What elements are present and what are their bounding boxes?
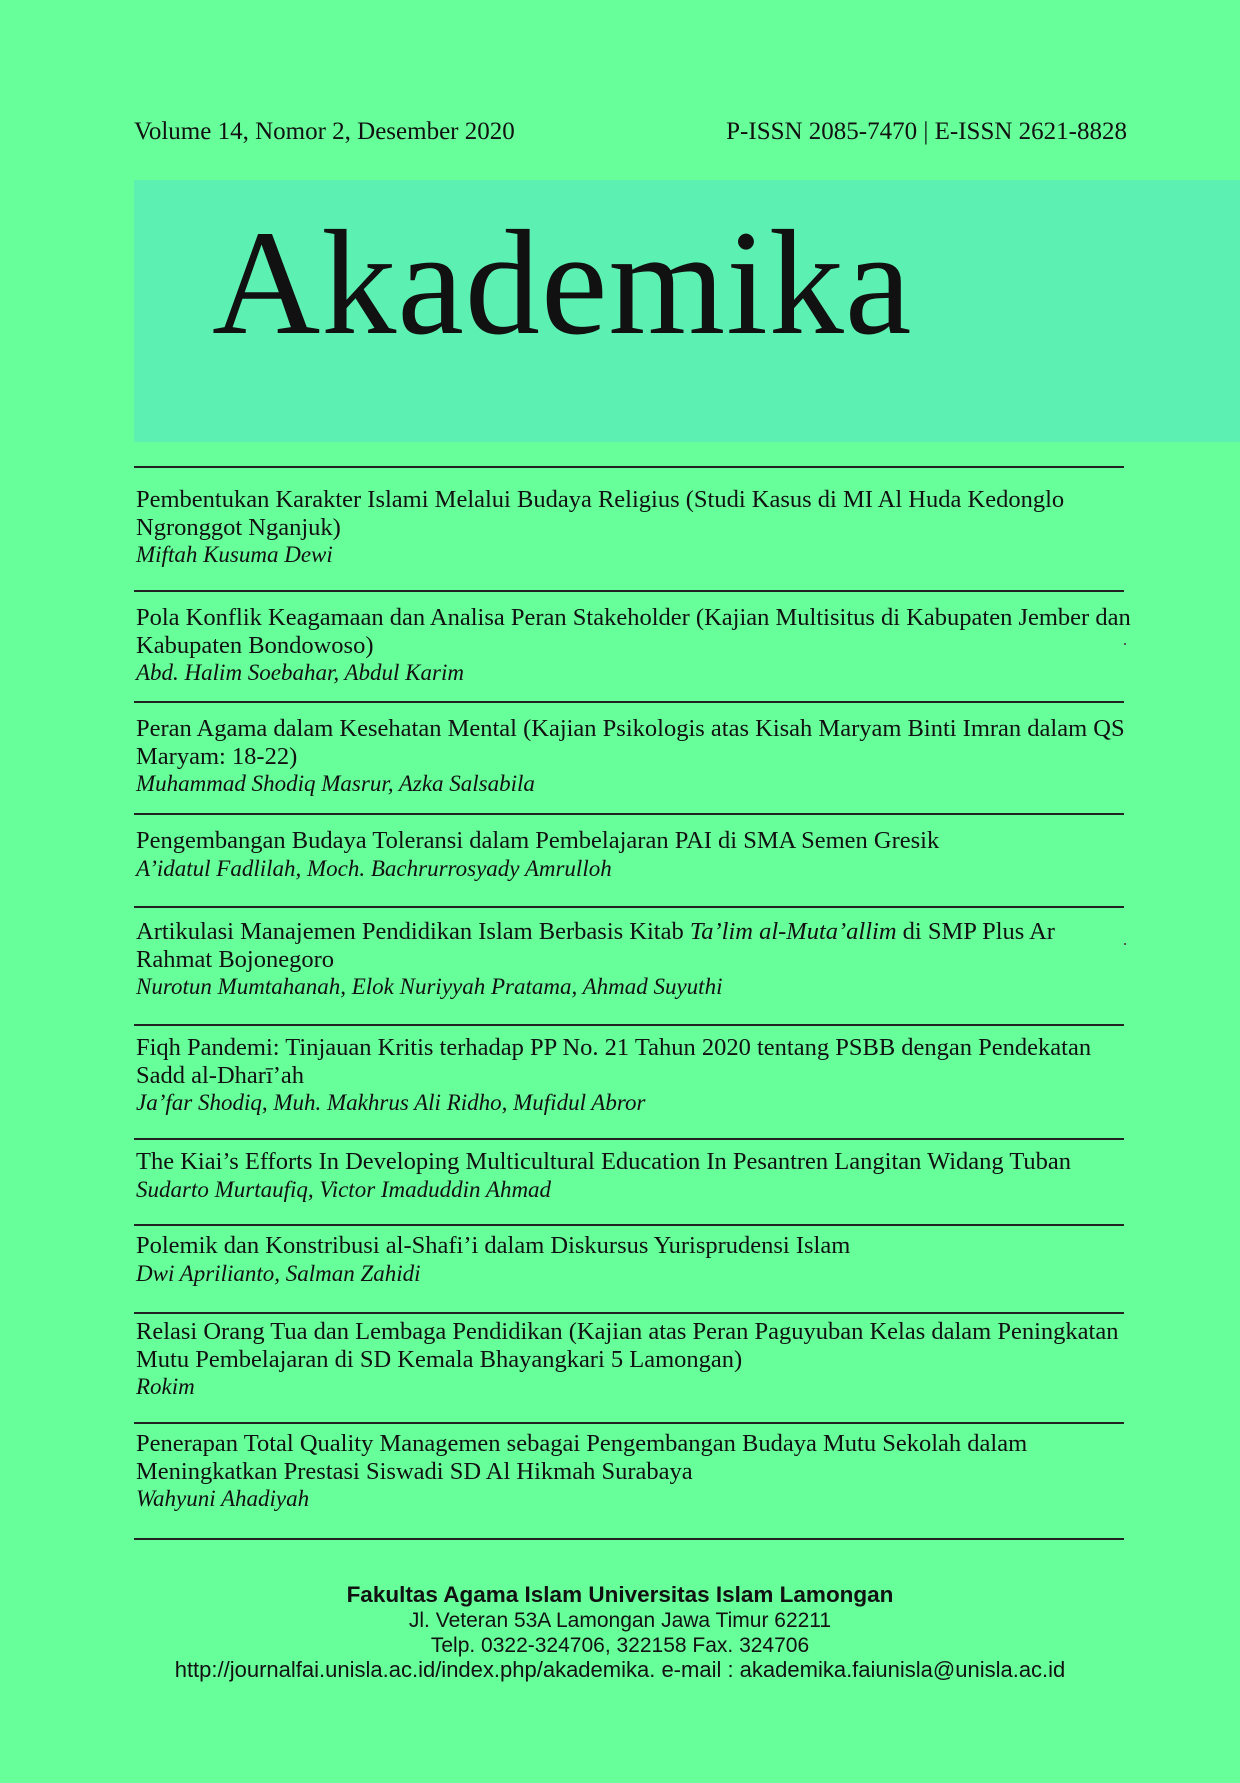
article-authors: Muhammad Shodiq Masrur, Azka Salsabila <box>136 771 535 796</box>
footer-institution: Fakultas Agama Islam Universitas Islam Lamongan <box>346 1582 894 1607</box>
divider <box>134 1138 1124 1140</box>
article-title[interactable]: Penerapan Total Quality Managemen sebagai Pengembangan Budaya Mutu Sekolah dalam Meningkatkan Prestasi Siswadi SD Al Hikmah Surabaya <box>136 1430 1028 1485</box>
article-authors: Nurotun Mumtahanah, Elok Nuriyyah Pratama, Ahmad Suyuthi <box>136 974 723 999</box>
divider <box>134 1312 1124 1314</box>
article-title[interactable]: Peran Agama dalam Kesehatan Mental (Kajian Psikologis atas Kisah Maryam Binti Imran dalam QS Maryam: 18-22) <box>136 715 1125 770</box>
article-authors: Rokim <box>136 1374 195 1399</box>
footer-phone: Telp. 0322-324706, 322158 Fax. 324706 <box>430 1634 810 1657</box>
footer-address: Jl. Veteran 53A Lamongan Jawa Timur 62211 <box>408 1609 832 1632</box>
article-authors: Ja’far Shodiq, Muh. Makhrus Ali Ridho, Mufidul Abror <box>136 1090 646 1115</box>
article-title[interactable] <box>136 918 1136 974</box>
divider <box>134 1422 1124 1424</box>
article-title[interactable]: Pola Konflik Keagamaan dan Analisa Peran Stakeholder (Kajian Multisitus di Kabupaten Jember dan Kabupaten Bondowoso) <box>136 604 1131 659</box>
article-authors: A’idatul Fadlilah, Moch. Bachrurrosyady Amrulloh <box>136 856 612 881</box>
speck <box>1124 943 1126 945</box>
footer-web-email[interactable]: http://journalfai.unisla.ac.id/index.php/akademika. e-mail : akademika.faiunisla@unisla.ac.id <box>174 1657 1066 1682</box>
article-authors: Miftah Kusuma Dewi <box>136 542 333 567</box>
article-title-italic: Ta’lim al-Muta’allim <box>689 918 897 945</box>
divider <box>134 1024 1124 1026</box>
divider <box>134 1224 1124 1226</box>
divider <box>134 813 1124 815</box>
article-title[interactable]: Pembentukan Karakter Islami Melalui Budaya Religius (Studi Kasus di MI Al Huda Kedonglo Ngronggot Nganjuk) <box>136 486 1065 541</box>
divider <box>134 1538 1124 1540</box>
article-title-text: Artikulasi Manajemen Pendidikan Islam Berbasis Kitab <box>136 918 690 945</box>
article-authors: Dwi Aprilianto, Salman Zahidi <box>136 1261 421 1286</box>
volume-info: Volume 14, Nomor 2, Desember 2020 <box>134 118 515 145</box>
article-title[interactable]: Relasi Orang Tua dan Lembaga Pendidikan (Kajian atas Peran Paguyuban Kelas dalam Peningkatan Mutu Pembelajaran di SD Kemala Bhayangkari 5 Lamongan) <box>136 1318 1119 1373</box>
divider <box>134 701 1124 703</box>
article-title[interactable]: The Kiai’s Efforts In Developing Multicultural Education In Pesantren Langitan Widang Tuban <box>136 1148 1072 1175</box>
article-authors: Wahyuni Ahadiyah <box>136 1486 310 1511</box>
article-title[interactable]: Polemik dan Konstribusi al-Shafi’i dalam Diskursus Yurisprudensi Islam <box>136 1232 851 1259</box>
article-authors: Sudarto Murtaufiq, Victor Imaduddin Ahmad <box>136 1177 552 1202</box>
article-title[interactable]: Fiqh Pandemi: Tinjauan Kritis terhadap PP No. 21 Tahun 2020 tentang PSBB dengan Pendekatan Sadd al-Dharī’ah <box>136 1034 1092 1089</box>
journal-title: Akademika <box>212 200 913 366</box>
issn-info: P-ISSN 2085-7470 | E-ISSN 2621-8828 <box>726 118 1127 145</box>
article-authors: Abd. Halim Soebahar, Abdul Karim <box>136 660 464 685</box>
divider <box>134 906 1124 908</box>
speck <box>1124 643 1126 645</box>
divider <box>134 466 1124 468</box>
article-title[interactable]: Pengembangan Budaya Toleransi dalam Pembelajaran PAI di SMA Semen Gresik <box>136 827 940 854</box>
article-title-text: di SMP Plus Ar Rahmat Bojonegoro <box>136 918 1055 973</box>
divider <box>134 590 1124 592</box>
